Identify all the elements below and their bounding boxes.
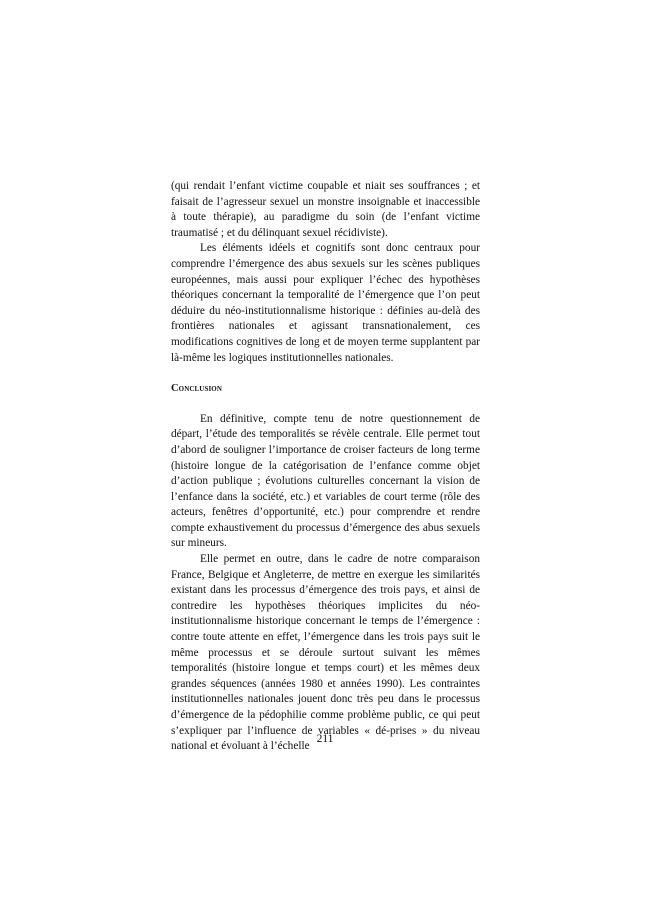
- section-spacer: [171, 397, 480, 412]
- paragraph-continued: (qui rendait l’enfant victime coupable et niait ses souffrances ; et faisait de l’agresseur sexuel un monstre insoignable et inaccessible à toute thérapie), au paradigme du soin (de l’enfant victime traumatisé ; et du délinquant sexuel récidiviste).: [171, 180, 480, 239]
- paragraph-ideational-elements: Les éléments idéels et cognitifs sont donc centraux pour comprendre l’émergence des abus sexuels sur les scènes publiques européennes, mais aussi pour expliquer l’échec des hypothèses théoriques concernant la temporalité de l’émergence que l’on peut déduire du néo-institutionnalisme historique : définies au-delà des frontières nationales et agissant transnationalement, ces modifications cognitives de long et de moyen terme supplantent par là-même les logiques institutionnelles nationales.: [171, 242, 480, 364]
- main-text-block: [171, 179, 480, 755]
- section-heading-conclusion: Conclusion: [171, 383, 222, 395]
- paragraph-conclusion-2: Elle permet en outre, dans le cadre de notre comparaison France, Belgique et Angleterre, de mettre en exergue les similarités existant dans les processus d’émergence des trois pays, et ainsi de contredire les hypothèses théoriques implicites du néo-institutionnalisme historique concernant le temps de l’émergence : contre toute attente en effet, l’émergence dans les trois pays suit le même processus et se déroule surtout suivant les mêmes temporalités (histoire longue et temps court) et les mêmes deux grandes séquences (années 1980 et années 1990). Les contraintes institutionnelles nationales jouent donc très peu dans le processus d’émergence de la pédophilie comme problème public, ce qui peut s’expliquer par l’influence de variables « dé-prises » du niveau national et évoluant à l’échelle: [171, 553, 480, 753]
- page-number: 211: [316, 733, 334, 745]
- paragraph-conclusion-1: En définitive, compte tenu de notre questionnement de départ, l’étude des temporalités se révèle centrale. Elle permet tout d’abord de souligner l’importance de croiser facteurs de long terme (histoire longue de la catégorisation de l’enfance comme objet d’action publique ; évolutions culturelles concernant la vision de l’enfance dans la société, etc.) et variables de court terme (rôle des acteurs, fenêtres d’opportunité, etc.) pour comprendre et rendre compte exhaustivement du processus d’émergence des abus sexuels sur mineurs.: [171, 412, 480, 550]
